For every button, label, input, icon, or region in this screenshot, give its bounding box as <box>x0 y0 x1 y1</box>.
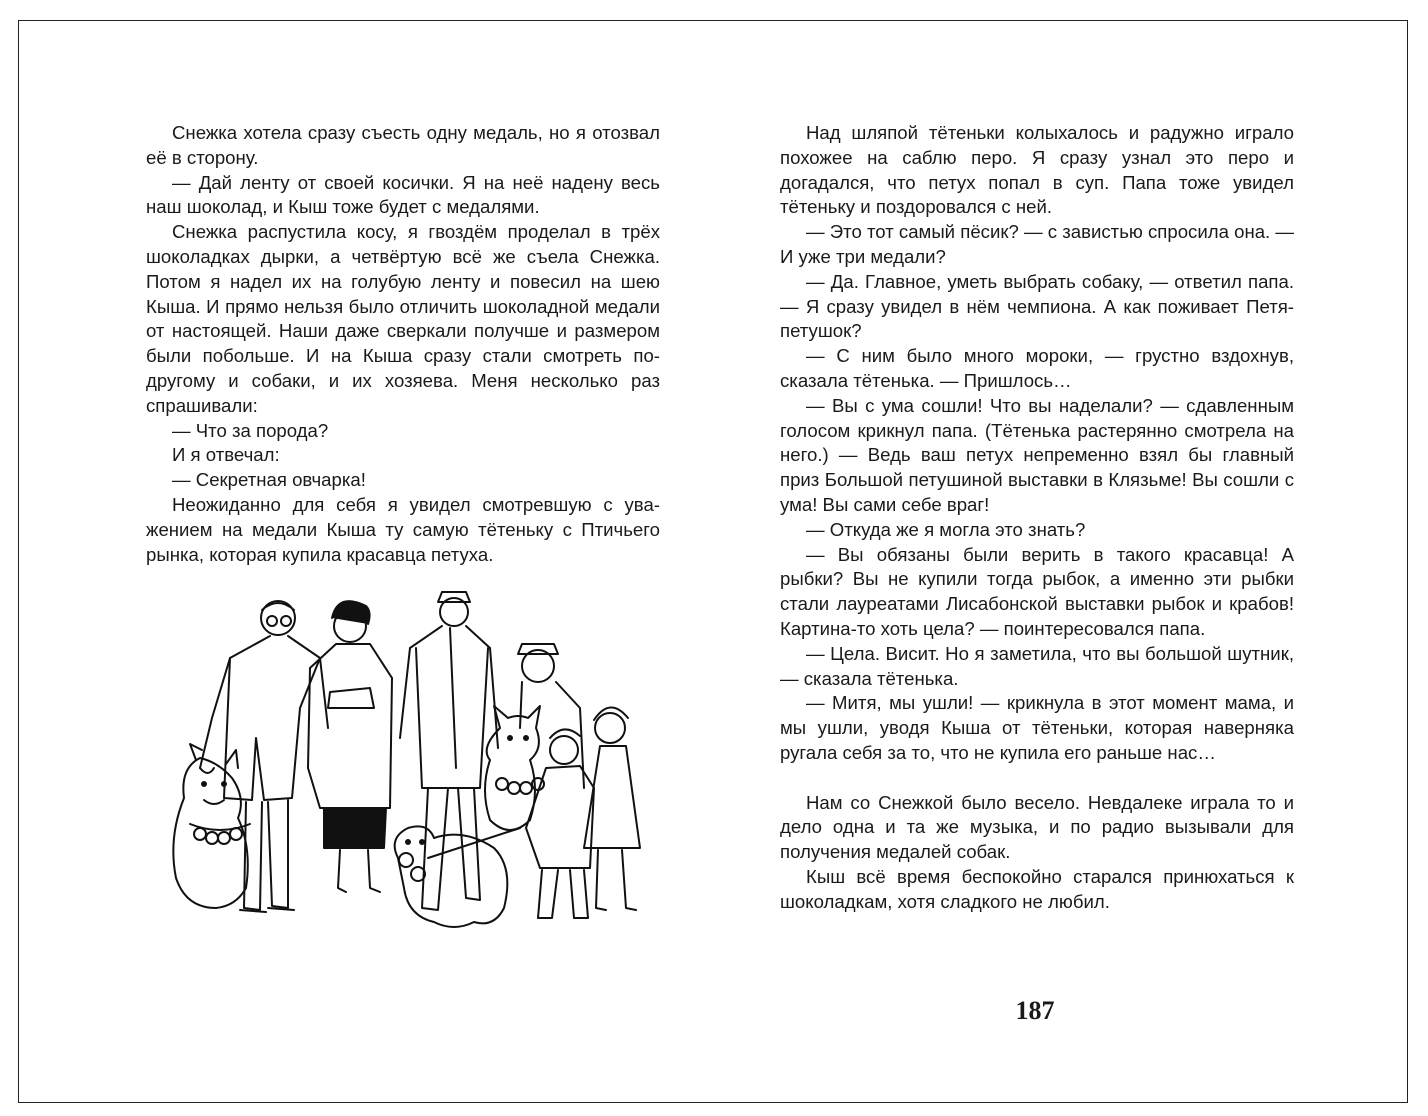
boy-figure <box>526 729 594 918</box>
woman-in-coat-figure <box>308 601 392 892</box>
paragraph: — Откуда же я могла это знать? <box>806 518 1086 540</box>
paragraph: Неожиданно для себя я увидел смотревшую с уважением на медали Кыша ту самую тётеньку с Птичьего рынка, которая купила красавца петуха. <box>146 493 660 565</box>
boxer-dog-figure <box>173 744 250 908</box>
fluffy-dog-with-medals-figure <box>395 826 520 927</box>
paragraph: — Дай ленту от своей косички. Я на неё надену весь наш шоколад, и Кыш тоже будет с медалями. <box>146 171 660 218</box>
paragraph: Снежка хотела сразу съесть одну медаль, но я отозвал её в сторону. <box>146 122 660 168</box>
tall-man-with-cap-figure <box>400 592 498 910</box>
paragraph: Снежка распустила косу, я гвоздём проделал в трёх шоколадках дырки, а четвёртую всё же съела Снежка. Потом я надел их на голубую ленту и повесил на шею Кыша. И прямо нельзя было отличить шоколадной медали от настоящей. Наши даже сверкали получше и размером были побольше. И на Кыша сразу стали смотреть по-другому и собаки, и их хозяева. Меня несколько раз спрашивали: <box>146 221 660 416</box>
paragraph: — Что за порода? <box>172 419 329 441</box>
paragraph: — Да. Главное, уметь выбрать собаку, — ответил папа. — Я сразу увидел в нём чемпиона. А как поживает Петя-петушок? <box>780 270 1294 342</box>
paragraph: Нам со Снежкой было весело. Невдалеке играла то и дело одна и та же музыка, и по радио вызывали для получения медалей собак. <box>780 791 1294 863</box>
paragraph: — Это тот самый пёсик? — с завистью спросила она. — И уже три медали? <box>780 221 1294 267</box>
page-number: 187 <box>1015 996 1055 1025</box>
paragraph: — Секретная овчарка! <box>172 469 366 491</box>
paragraph: — Вы обязаны были верить в такого красавца! А рыбки? Вы не купили тогда рыбок, а именно эти рыбки стали лауреатами Лисабонской выставки рыбок и крабов! Картина-то хоть цела? — поинтересовался папа. <box>780 543 1294 639</box>
paragraph: — Митя, мы ушли! — крикнула в этот момент мама, и мы ушли, уводя Кыша от тётеньки, которая наверняка ругала себя за то, что не купила его раньше нас… <box>780 692 1294 763</box>
paragraph: — С ним было много мороки, — грустно вздохнув, сказала тётенька. — Пришлось… <box>780 345 1294 391</box>
paragraph: — Цела. Висит. Но я заметила, что вы большой шутник, — сказала тётенька. <box>780 642 1294 689</box>
illustration-people-with-dogs <box>160 588 660 933</box>
paragraph: — Вы с ума сошли! Что вы наделали? — сдавленным голосом крикнул папа. (Тётенька растерянно смотрела на него.) — Ведь ваш петух непременно взял бы главный приз Большой петушиной выставки в Клязьме! Вы сошли с ума! Вы сами себе враг! <box>780 394 1294 515</box>
left-text-column <box>146 121 660 567</box>
paragraph: Кыш всё время беспокойно старался принюхаться к шоколадкам, хотя сладкого не любил. <box>780 865 1294 912</box>
shepherd-dog-figure <box>485 706 544 830</box>
section-break <box>780 766 1294 791</box>
right-text-column <box>780 121 1294 915</box>
paragraph: Над шляпой тётеньки колыхалось и радужно играло похожее на саблю перо. Я сразу узнал это перо и догадался, что петух попал в суп. Папа тоже увидел тётеньку и поздоровался с ней. <box>780 122 1294 218</box>
paragraph: И я отвечал: <box>172 444 280 466</box>
